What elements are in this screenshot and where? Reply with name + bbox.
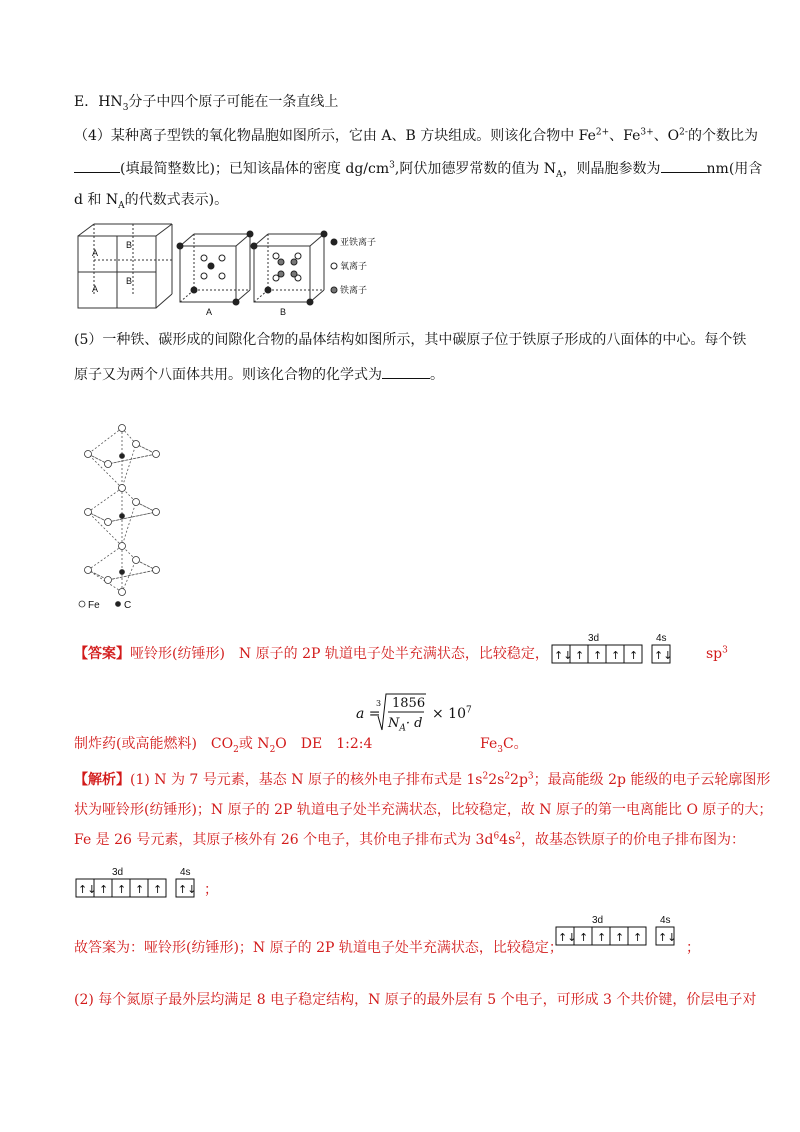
orbital-diagram	[552, 912, 682, 956]
q4-line1: （4）某种离子型铁的氧化物晶胞如图所示，它由 A、B 方块组成。则该化合物中 $Fe^{2+}$、$Fe^{3+}$、$O^{2-}$的个数比为	[74, 127, 758, 144]
analysis-line5: 故答案为：哑铃形(纺锤形)；N 原子的 2P 轨道电子处半充满状态，比较稳定；	[74, 940, 563, 956]
cube-caption-a: A	[206, 307, 213, 317]
svg-text:↑↓: ↑↓	[178, 883, 197, 896]
analysis-line4-tail: ；	[204, 882, 218, 898]
analysis-line2: 状为哑铃形(纺锤形)；N 原子的 2P 轨道电子处半充满状态，比较稳定，故 N 原子的第一电离能比 O 原子的大；	[74, 802, 773, 818]
svg-text:↑: ↑	[611, 649, 621, 662]
svg-text:↑↓: ↑↓	[658, 931, 677, 944]
svg-text:↑↓: ↑↓	[78, 883, 97, 896]
svg-text:↑: ↑	[597, 931, 607, 944]
answer-blank	[74, 158, 120, 173]
block-label-b: B	[126, 276, 133, 286]
svg-text:↑↓: ↑↓	[558, 931, 577, 944]
octahedra-chain-figure	[78, 424, 168, 610]
q5-line1: (5）一种铁、碳形成的间隙化合物的晶体结构如图所示，其中碳原子位于铁原子形成的八面体的中心。每个铁	[74, 332, 747, 348]
svg-text:↑: ↑	[153, 883, 163, 896]
legend-oxide: 氧离子	[340, 261, 368, 271]
analysis-line6: (2) 每个氮原子最外层均满足 8 电子稳定结构，N 原子的最外层有 5 个电子，可形成 3 个共价键，价层电子对	[74, 992, 757, 1008]
svg-text:↑: ↑	[615, 931, 625, 944]
cube-caption-b: B	[280, 307, 287, 317]
svg-text:3d: 3d	[588, 633, 600, 644]
svg-text:↑: ↑	[593, 649, 603, 662]
svg-text:↑: ↑	[579, 931, 589, 944]
svg-text:↑: ↑	[117, 883, 127, 896]
analysis-line1: 【解析】(1) N 为 7 号元素，基态 N 原子的核外电子排布式是 $1s^22s^22p^3$；最高能级 2p 能级的电子云轮廓图形	[74, 771, 771, 788]
svg-text:↑: ↑	[629, 649, 639, 662]
svg-text:4s: 4s	[180, 867, 191, 878]
svg-text:3d: 3d	[112, 867, 124, 878]
block-label-a: A	[92, 248, 99, 258]
legend-c: C	[124, 600, 132, 610]
q4-line2: (填最简整数比)；已知该晶体的密度 $dg/cm^3$,阿伏加德罗常数的值为 $N_A$，则晶胞参数为 nm(用含	[74, 158, 762, 179]
analysis-line3: Fe 是 26 号元素，其原子核外有 26 个电子，其价电子排布式为 $3d^64s^2$，故基态铁原子的价电子排布图为：	[74, 831, 745, 848]
q5-line2: 原子又为两个八面体共用。则该化合物的化学式为 。	[74, 364, 444, 385]
svg-text:↑↓: ↑↓	[654, 649, 673, 662]
crystal-cell-figure	[76, 218, 376, 318]
orbital-diagram	[548, 630, 678, 674]
hybridization: $sp^3$	[706, 645, 728, 662]
q4-line3: d 和 $N_A$的代数式表示)。	[74, 192, 229, 211]
analysis-line5-tail: ；	[686, 940, 700, 956]
answer-tag: 【答案】	[74, 646, 130, 662]
svg-text:↑↓: ↑↓	[554, 649, 573, 662]
svg-text:3d: 3d	[592, 915, 604, 926]
answer-formula: $Fe_3C$。	[480, 736, 528, 755]
svg-text:4s: 4s	[660, 915, 671, 926]
analysis-tag: 【解析】	[74, 772, 130, 788]
legend-ferric: 铁离子	[340, 285, 368, 295]
orbital-diagram	[72, 864, 202, 908]
svg-text:4s: 4s	[656, 633, 667, 644]
option-e: E．$HN_3$分子中四个原子可能在一条直线上	[74, 94, 339, 113]
answer-line1: 【答案】哑铃形(纺锤形) N 原子的 2P 轨道电子处半充满状态，比较稳定，	[74, 646, 549, 662]
svg-text:↑: ↑	[135, 883, 145, 896]
legend-ferrous: 亚铁离子	[340, 237, 376, 247]
block-label-b: B	[126, 240, 133, 250]
block-label-a: A	[92, 284, 99, 294]
answer-line2: 制炸药(或高能燃料) $CO_2$或 $N_2O$ DE 1:2:4	[74, 736, 373, 755]
answer-blank	[382, 364, 430, 379]
legend-fe: Fe	[88, 600, 100, 610]
svg-text:↑: ↑	[99, 883, 109, 896]
answer-blank	[661, 158, 707, 173]
svg-text:↑: ↑	[575, 649, 585, 662]
svg-text:↑: ↑	[633, 931, 643, 944]
